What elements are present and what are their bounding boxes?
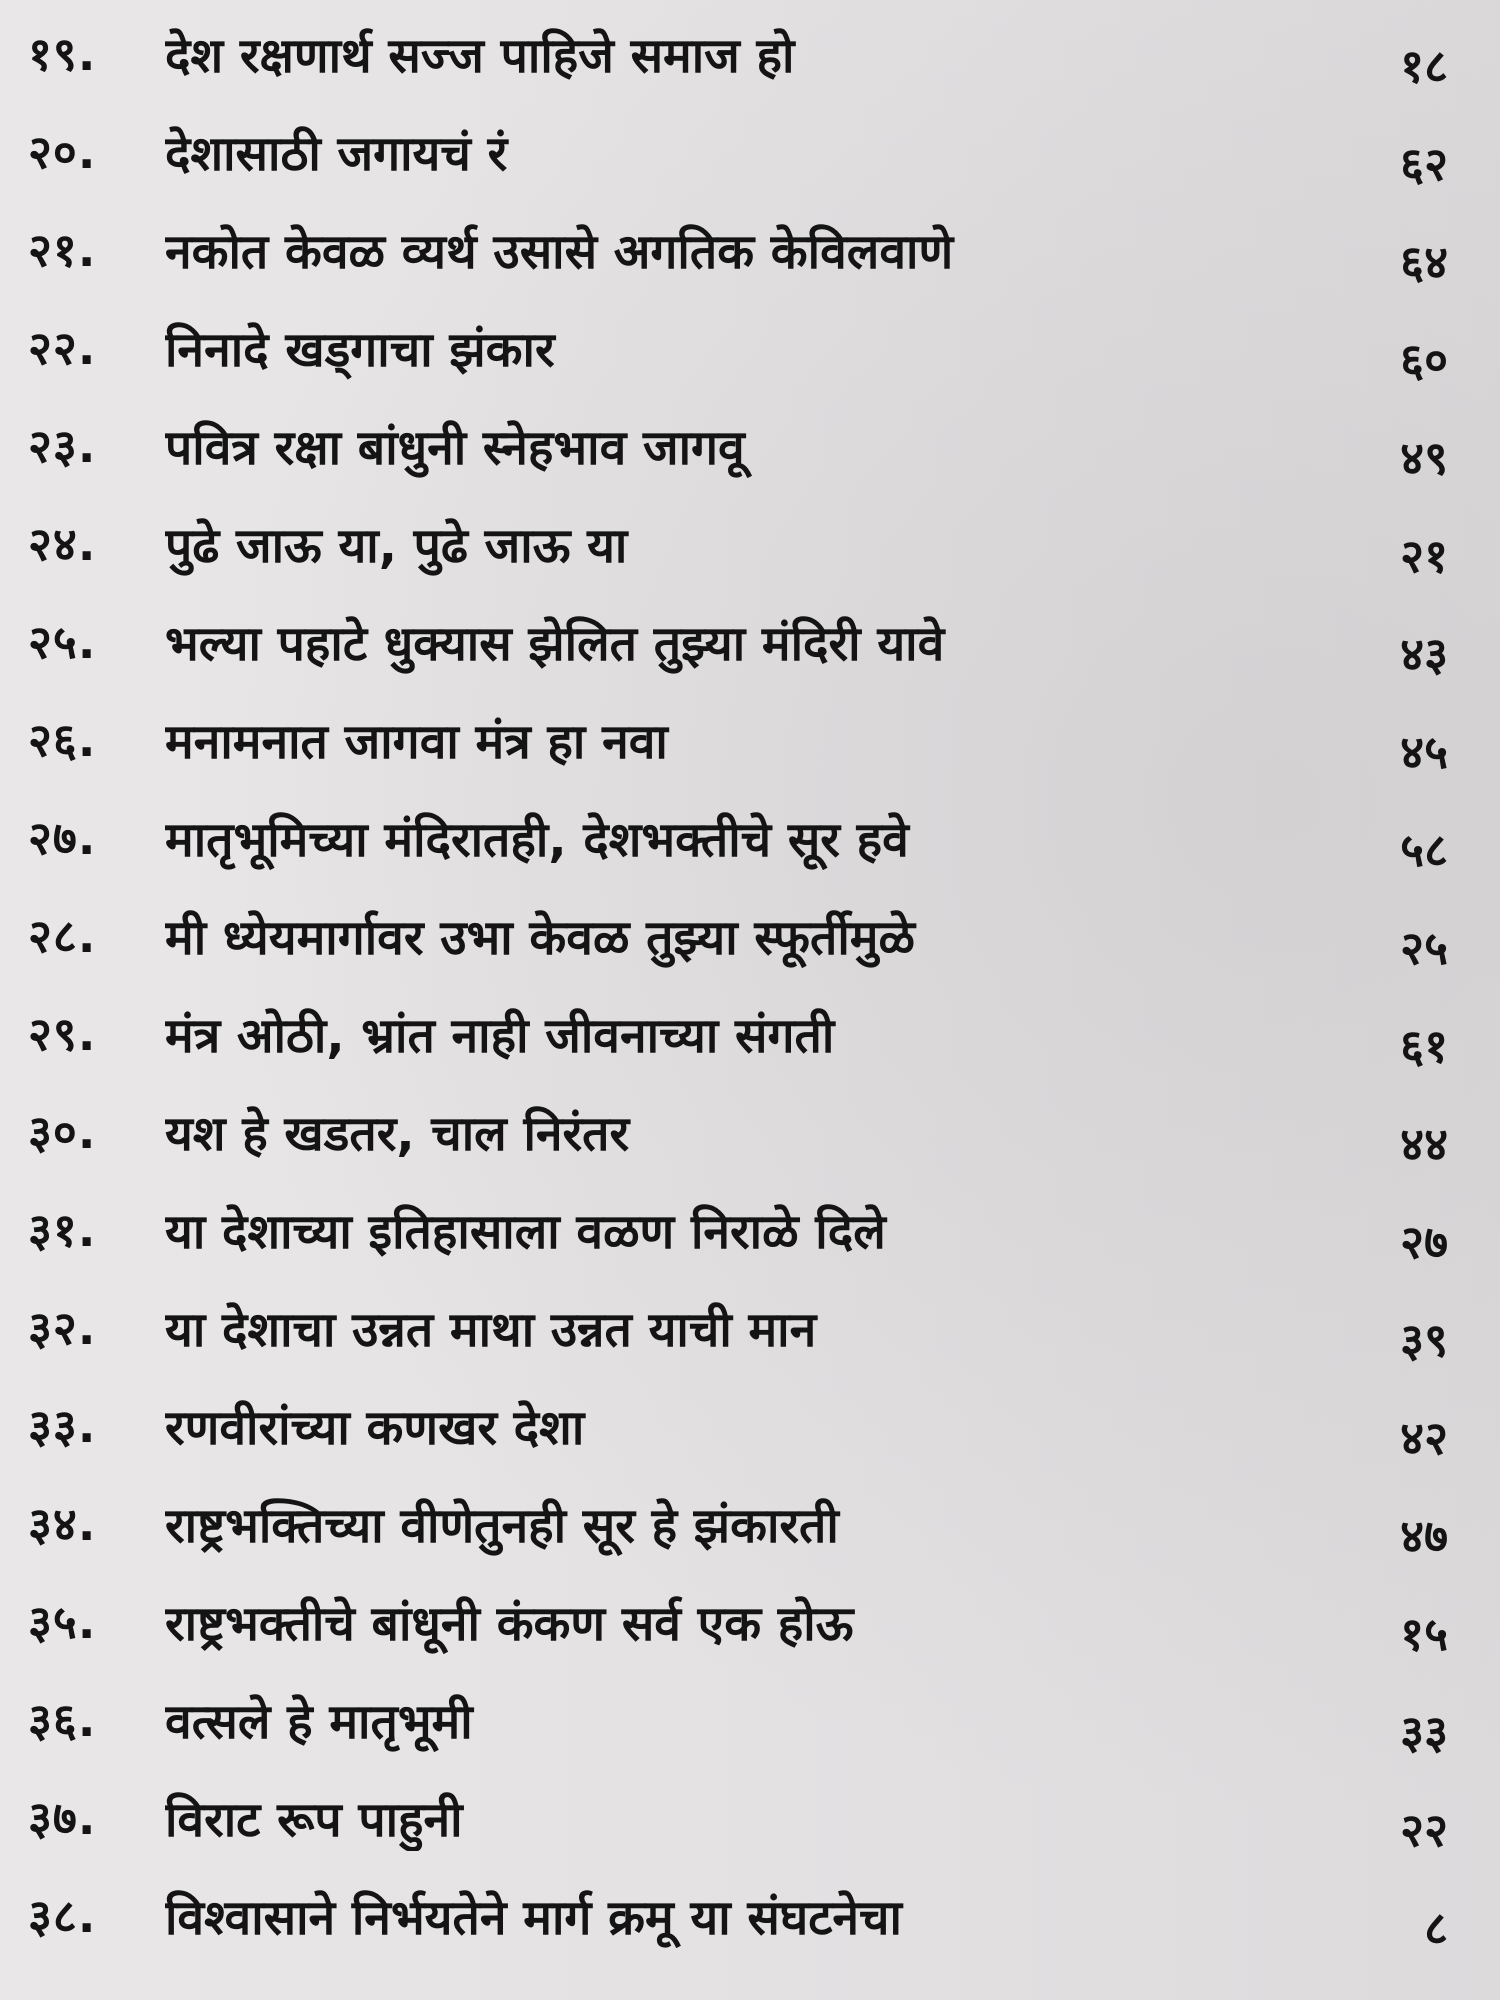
toc-entry — [0, 980, 1500, 1078]
entry-number: ३७. — [28, 1791, 97, 1845]
entry-title: नकोत केवळ व्यर्थ उसासे अगतिक केविलवाणे — [165, 224, 954, 280]
entry-page-number: ४३ — [1400, 627, 1448, 681]
toc-entry — [0, 1176, 1500, 1274]
toc-entry — [0, 490, 1500, 588]
toc-entry — [0, 392, 1500, 490]
toc-entry — [0, 0, 1500, 98]
entry-title: यश हे खडतर, चाल निरंतर — [165, 1106, 630, 1162]
entry-page-number: ६२ — [1400, 137, 1448, 191]
toc-entry — [0, 1078, 1500, 1176]
entry-title: मनामनात जागवा मंत्र हा नवा — [165, 714, 668, 770]
entry-number: ३०. — [28, 1105, 97, 1159]
toc-entry — [0, 1372, 1500, 1470]
entry-number: ३८. — [28, 1889, 97, 1943]
entry-page-number: १८ — [1400, 39, 1448, 93]
toc-entry — [0, 1470, 1500, 1568]
entry-number: २१. — [28, 223, 97, 277]
entry-page-number: २१ — [1400, 529, 1448, 583]
toc-entry — [0, 1568, 1500, 1666]
entry-title: देश रक्षणार्थ सज्ज पाहिजे समाज हो — [165, 28, 795, 84]
entry-number: १९. — [28, 27, 97, 81]
entry-title: राष्ट्रभक्तीचे बांधूनी कंकण सर्व एक होऊ — [165, 1596, 854, 1652]
entry-title: या देशाच्या इतिहासाला वळण निराळे दिले — [165, 1204, 886, 1260]
entry-page-number: ५८ — [1400, 823, 1448, 877]
toc-entry — [0, 1666, 1500, 1764]
entry-page-number: ६१ — [1400, 1019, 1448, 1073]
entry-title: पवित्र रक्षा बांधुनी स्नेहभाव जागवू — [165, 420, 745, 476]
entry-page-number: ४९ — [1400, 431, 1448, 485]
entry-title: देशासाठी जगायचं रं — [165, 126, 508, 182]
entry-number: ३३. — [28, 1399, 97, 1453]
entry-number: ३१. — [28, 1203, 97, 1257]
entry-page-number: ३९ — [1400, 1313, 1448, 1367]
entry-title: भल्या पहाटे धुक्यास झेलित तुझ्या मंदिरी यावे — [165, 616, 945, 672]
entry-title: विश्वासाने निर्भयतेने मार्ग क्रमू या संघटनेचा — [165, 1890, 902, 1946]
entry-page-number: १५ — [1400, 1607, 1448, 1661]
entry-title: पुढे जाऊ या, पुढे जाऊ या — [165, 518, 628, 574]
toc-entry — [0, 784, 1500, 882]
entry-page-number: ८ — [1424, 1901, 1448, 1955]
entry-page-number: ४७ — [1400, 1509, 1448, 1563]
toc-entry — [0, 1862, 1500, 1960]
entry-title: विराट रूप पाहुनी — [165, 1792, 463, 1848]
entry-page-number: ६४ — [1400, 235, 1448, 289]
entry-title: रणवीरांच्या कणखर देशा — [165, 1400, 585, 1456]
entry-number: २७. — [28, 811, 97, 865]
toc-entry — [0, 882, 1500, 980]
entry-page-number: ४४ — [1400, 1117, 1448, 1171]
entry-number: २०. — [28, 125, 97, 179]
entry-number: ३६. — [28, 1693, 97, 1747]
entry-number: २२. — [28, 321, 97, 375]
toc-entry — [0, 196, 1500, 294]
entry-title: मातृभूमिच्या मंदिरातही, देशभक्तीचे सूर हवे — [165, 812, 909, 868]
entry-number: ३५. — [28, 1595, 97, 1649]
entry-number: २३. — [28, 419, 97, 473]
entry-title: निनादे खड्गाचा झंकार — [165, 322, 555, 378]
toc-entry — [0, 1274, 1500, 1372]
entry-page-number: २२ — [1400, 1803, 1448, 1857]
toc-entry — [0, 294, 1500, 392]
toc-entry — [0, 98, 1500, 196]
entry-title: मंत्र ओठी, भ्रांत नाही जीवनाच्या संगती — [165, 1008, 835, 1064]
entry-number: २५. — [28, 615, 97, 669]
entry-page-number: ४२ — [1400, 1411, 1448, 1465]
toc-entry — [0, 588, 1500, 686]
entry-title: मी ध्येयमार्गावर उभा केवळ तुझ्या स्फूर्तीमुळे — [165, 910, 915, 966]
entry-page-number: ४५ — [1400, 725, 1448, 779]
entry-page-number: २५ — [1400, 921, 1448, 975]
entry-number: ३२. — [28, 1301, 97, 1355]
entry-number: २९. — [28, 1007, 97, 1061]
entry-title: वत्सले हे मातृभूमी — [165, 1694, 473, 1750]
entry-number: २४. — [28, 517, 97, 571]
entry-title: राष्ट्रभक्तिच्या वीणेतुनही सूर हे झंकारती — [165, 1498, 839, 1554]
entry-number: २६. — [28, 713, 97, 767]
entry-page-number: ६० — [1400, 333, 1448, 387]
entry-page-number: ३३ — [1400, 1705, 1448, 1759]
entry-page-number: २७ — [1400, 1215, 1448, 1269]
toc-entry — [0, 1764, 1500, 1862]
entry-title: या देशाचा उन्नत माथा उन्नत याची मान — [165, 1302, 817, 1358]
toc-entry — [0, 686, 1500, 784]
entry-number: २८. — [28, 909, 97, 963]
entry-number: ३४. — [28, 1497, 97, 1551]
